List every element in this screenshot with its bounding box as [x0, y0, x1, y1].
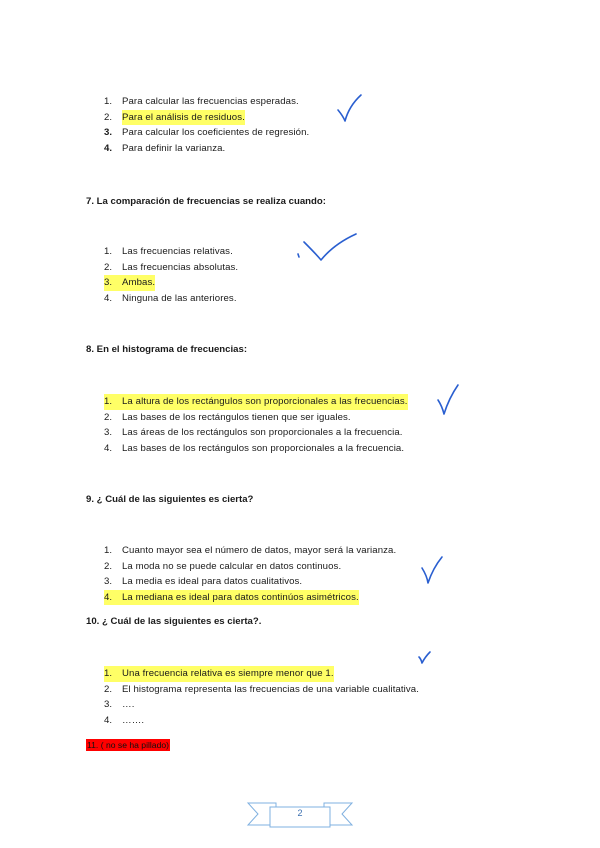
highlighted-answer: La altura de los rectángulos son proporcionales a las frecuencias.: [122, 394, 408, 410]
page-number-footer: [246, 801, 354, 831]
question-9-title: 9. ¿ Cuál de las siguientes es cierta?: [86, 494, 254, 505]
answer-list-q7: [104, 244, 238, 306]
answer-list-q10: [104, 666, 419, 728]
highlighted-answer: Ambas.: [122, 275, 155, 291]
check-mark-icon: [418, 554, 446, 586]
check-mark-icon: [334, 92, 364, 124]
answer-list-q6: [104, 94, 309, 156]
list-item: 3. Para calcular los coeficientes de regresión.: [104, 127, 310, 138]
flagged-question: 11. ( no se ha pillado): [87, 740, 170, 750]
list-item: 1. La altura de los rectángulos son proporcionales a las frecuencias.: [104, 394, 408, 410]
list-item: 3. La media es ideal para datos cualitativos.: [104, 576, 303, 587]
list-item: 1. Para calcular las frecuencias esperadas.: [104, 96, 299, 107]
answer-list-q9: [104, 543, 396, 605]
answer-list-q8: [104, 394, 408, 456]
question-7-title: 7. La comparación de frecuencias se realiza cuando:: [86, 196, 326, 207]
highlighted-answer: Una frecuencia relativa es siempre menor que 1.: [122, 666, 334, 682]
list-item: 2. Las frecuencias absolutas.: [104, 261, 239, 273]
list-item: 4. Ninguna de las anteriores.: [104, 292, 237, 304]
list-item: 1. Una frecuencia relativa es siempre menor que 1.: [104, 666, 419, 682]
list-item: 4. La mediana es ideal para datos continúos asimétricos.: [104, 590, 396, 606]
question-8-title: 8. En el histograma de frecuencias:: [86, 344, 248, 355]
list-item: 1. Cuanto mayor sea el número de datos, mayor será la varianza.: [104, 545, 397, 556]
list-item: 2. Para el análisis de residuos.: [104, 110, 309, 126]
list-item: 4. Las bases de los rectángulos son proporcionales a la frecuencia.: [104, 442, 405, 454]
page-number: 2: [297, 808, 303, 818]
list-item: 1. Las frecuencias relativas.: [104, 246, 233, 257]
question-11-title: [86, 740, 170, 751]
highlighted-answer: La mediana es ideal para datos continúos asimétricos.: [122, 590, 359, 606]
check-mark-icon: [294, 230, 360, 266]
list-item: 3. ….: [104, 699, 135, 710]
list-item: 3. Ambas.: [104, 275, 238, 291]
check-mark-icon: [416, 650, 434, 666]
list-item: 2. Las bases de los rectángulos tienen que ser iguales.: [104, 411, 351, 423]
list-item: 2. El histograma representa las frecuencias de una variable cualitativa.: [104, 683, 420, 695]
question-10-title: 10. ¿ Cuál de las siguientes es cierta?.: [86, 616, 262, 627]
list-item: 4. Para definir la varianza.: [104, 142, 226, 154]
check-mark-icon: [434, 382, 462, 418]
list-item: 3. Las áreas de los rectángulos son proporcionales a la frecuencia.: [104, 427, 403, 438]
highlighted-answer: Para el análisis de residuos.: [122, 110, 245, 126]
list-item: 4. …….: [104, 714, 145, 726]
list-item: 2. La moda no se puede calcular en datos continuos.: [104, 560, 342, 572]
